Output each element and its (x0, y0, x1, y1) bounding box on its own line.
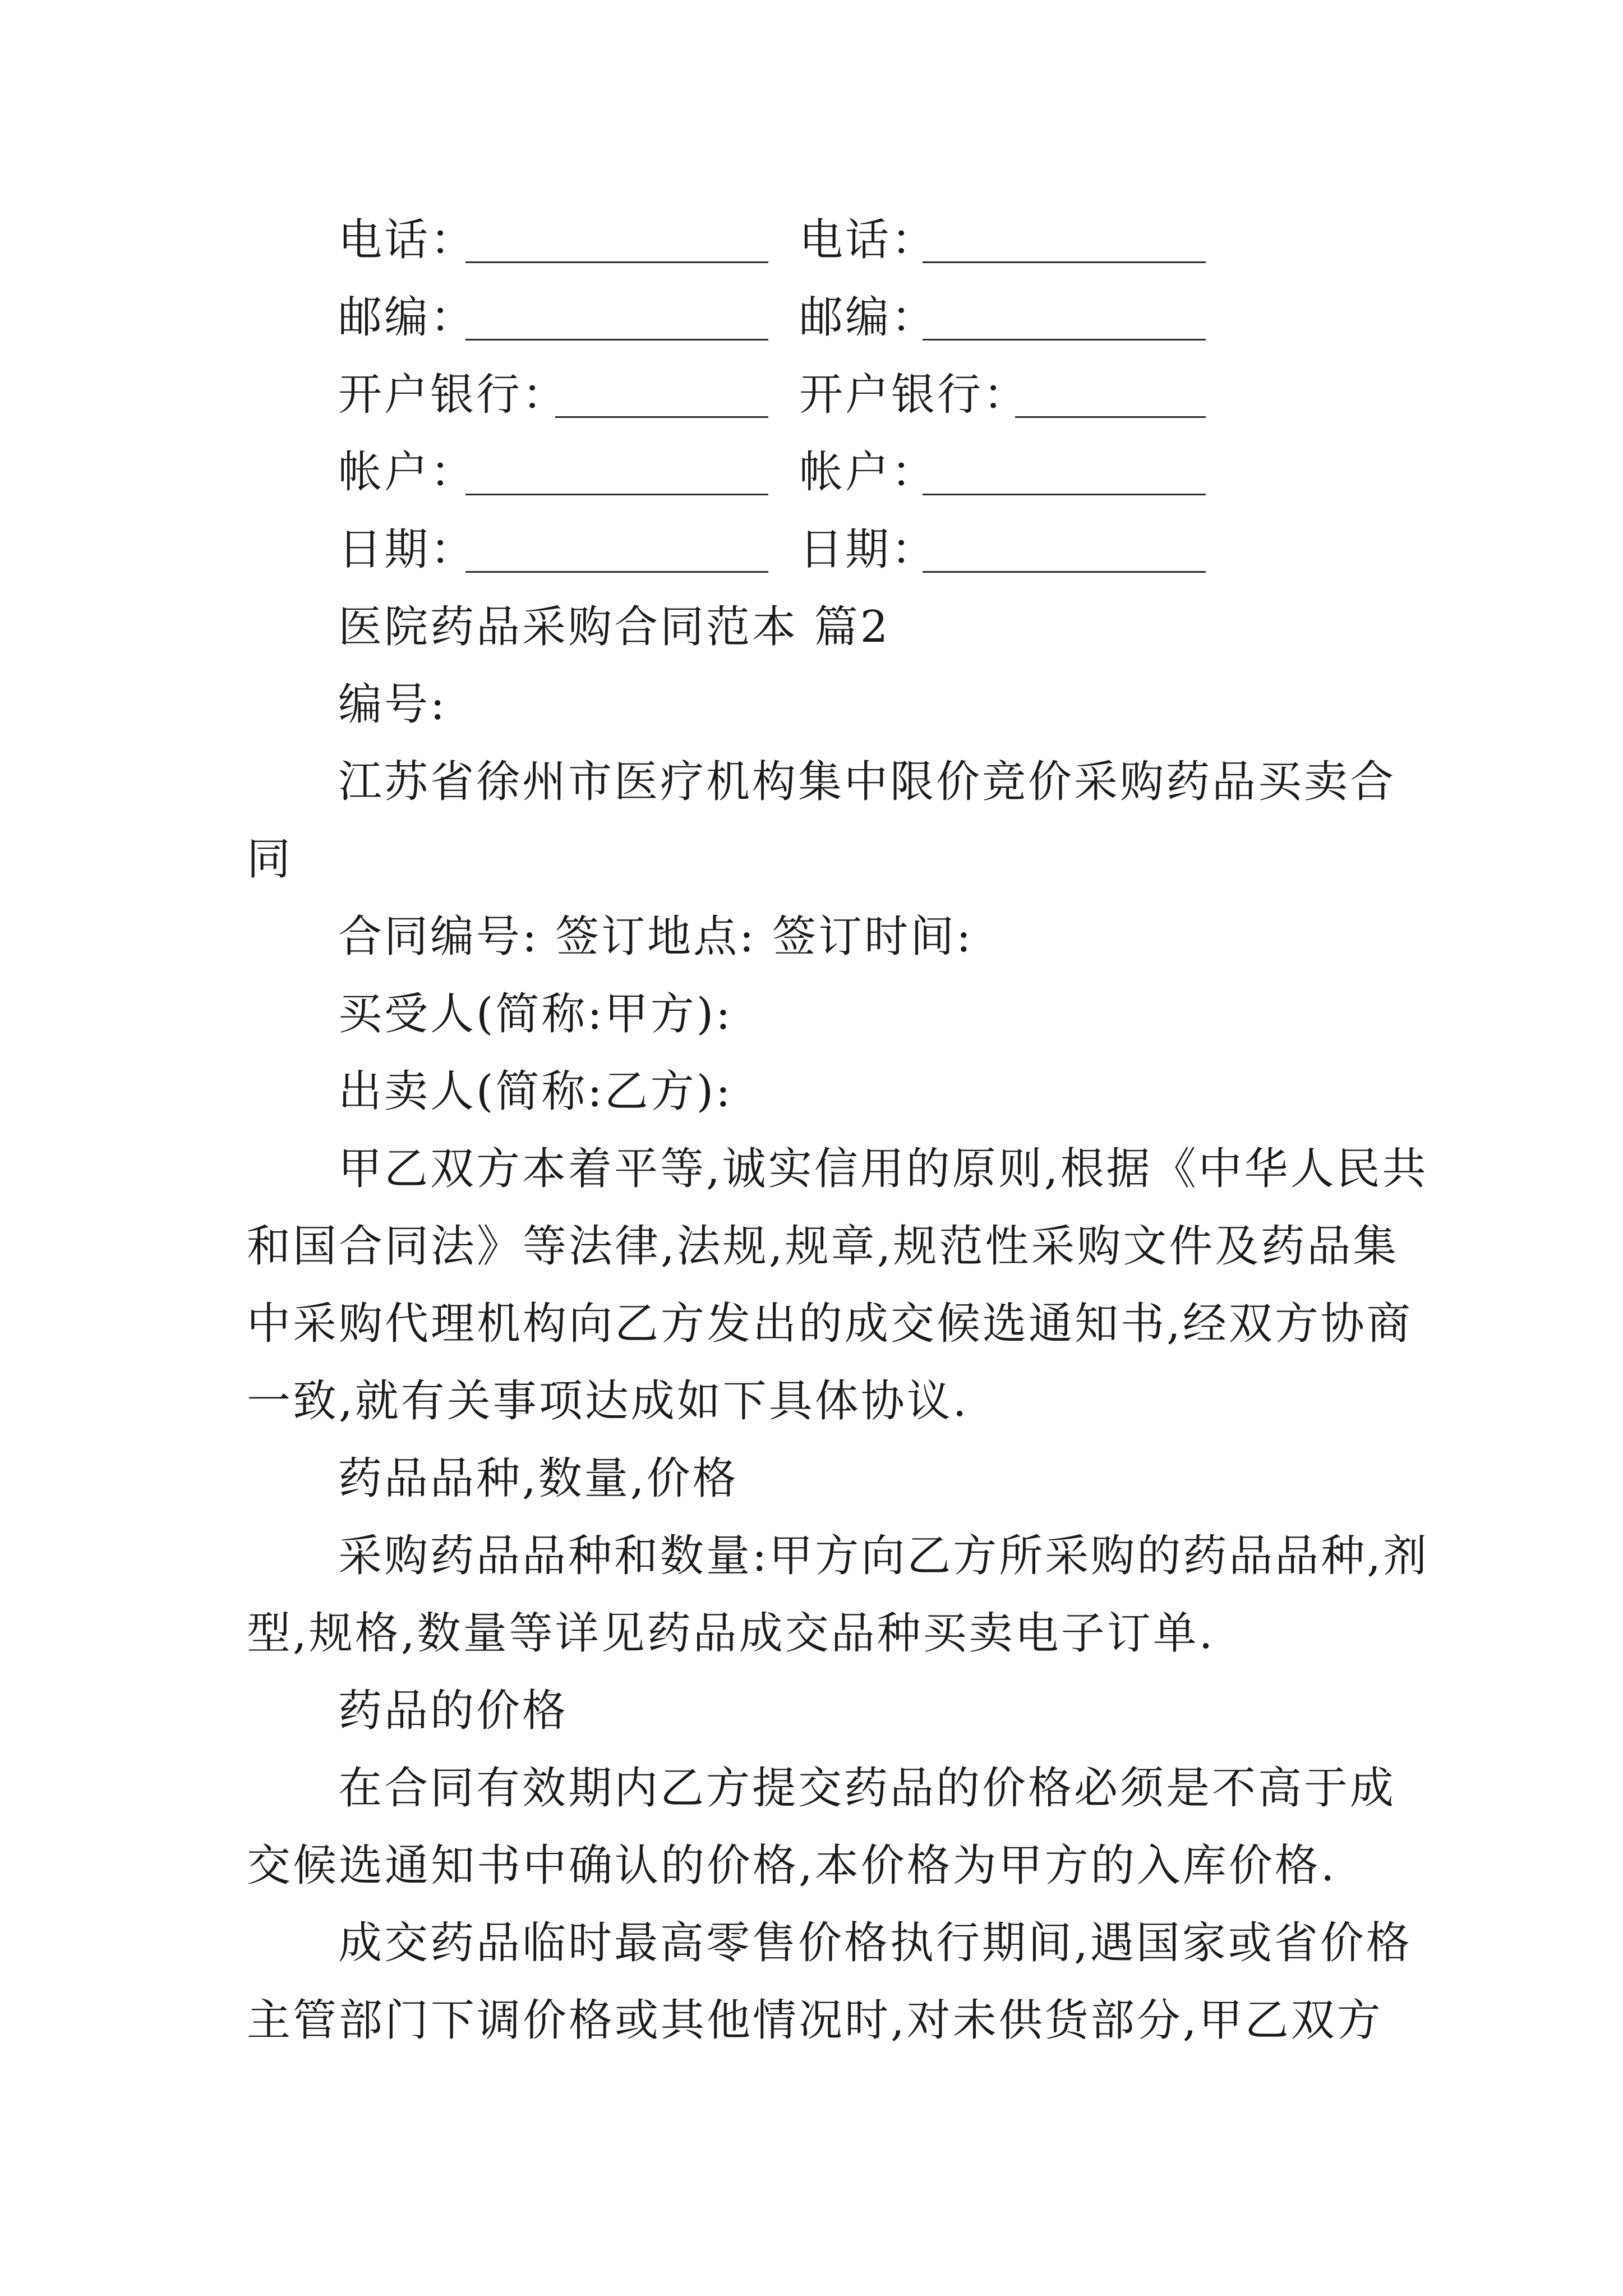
left-bank-label: 开户银行： (338, 370, 569, 420)
number-label: 编号: (338, 679, 448, 730)
variety-line: 型,规格,数量等详见药品成交品种买卖电子订单. (247, 1608, 1215, 1659)
right-account-label: 帐户： (799, 447, 938, 498)
right-account-blank (923, 494, 1206, 495)
right-date-label: 日期： (799, 524, 938, 575)
left-date-label: 日期： (338, 524, 477, 575)
left-postcode-label: 邮编： (338, 292, 477, 343)
intro-line: 一致,就有关事项达成如下具体协议. (247, 1376, 969, 1427)
right-phone-blank (923, 261, 1206, 263)
heading-variety: 药品品种,数量,价格 (338, 1453, 739, 1504)
buyer-line: 买受人(简称:甲方): (338, 989, 733, 1039)
heading-price: 药品的价格 (338, 1686, 569, 1736)
intro-line: 和国合同法》等法律,法规,规章,规范性采购文件及药品集 (247, 1221, 1399, 1272)
right-phone-label: 电话： (799, 215, 938, 265)
left-phone-blank (465, 261, 768, 263)
retail-line: 成交药品临时最高零售价格执行期间,遇国家或省价格 (338, 1918, 1412, 1968)
price-line: 交候选通知书中确认的价格,本价格为甲方的入库价格. (247, 1841, 1337, 1891)
variety-line: 采购药品品种和数量:甲方向乙方所采购的药品品种,剂 (338, 1531, 1430, 1581)
left-bank-blank (555, 416, 768, 418)
intro-line: 甲乙双方本着平等,诚实信用的原则,根据《中华人民共 (338, 1144, 1428, 1194)
left-account-label: 帐户： (338, 447, 477, 498)
section-title: 医院药品采购合同范本 篇2 (338, 602, 891, 652)
right-bank-blank (1015, 416, 1206, 418)
intro-line: 中采购代理机构向乙方发出的成交候选通知书,经双方协商 (247, 1299, 1413, 1349)
right-date-blank (923, 571, 1206, 573)
left-date-blank (465, 571, 768, 573)
price-line: 在合同有效期内乙方提交药品的价格必须是不高于成 (338, 1763, 1396, 1814)
left-postcode-blank (465, 339, 768, 341)
contract-title-line-1: 江苏省徐州市医疗机构集中限价竞价采购药品买卖合 (338, 757, 1396, 807)
retail-line: 主管部门下调价格或其他情况时,对未供货部分,甲乙双方 (247, 1995, 1383, 2046)
right-postcode-label: 邮编： (799, 292, 938, 343)
right-bank-label: 开户银行： (799, 370, 1030, 420)
left-phone-label: 电话： (338, 215, 477, 265)
seller-line: 出卖人(简称:乙方): (338, 1066, 733, 1117)
contract-title-line-2: 同 (247, 834, 293, 885)
right-postcode-blank (923, 339, 1206, 341)
contract-meta: 合同编号: 签订地点: 签订时间: (338, 912, 974, 962)
left-account-blank (465, 494, 768, 495)
